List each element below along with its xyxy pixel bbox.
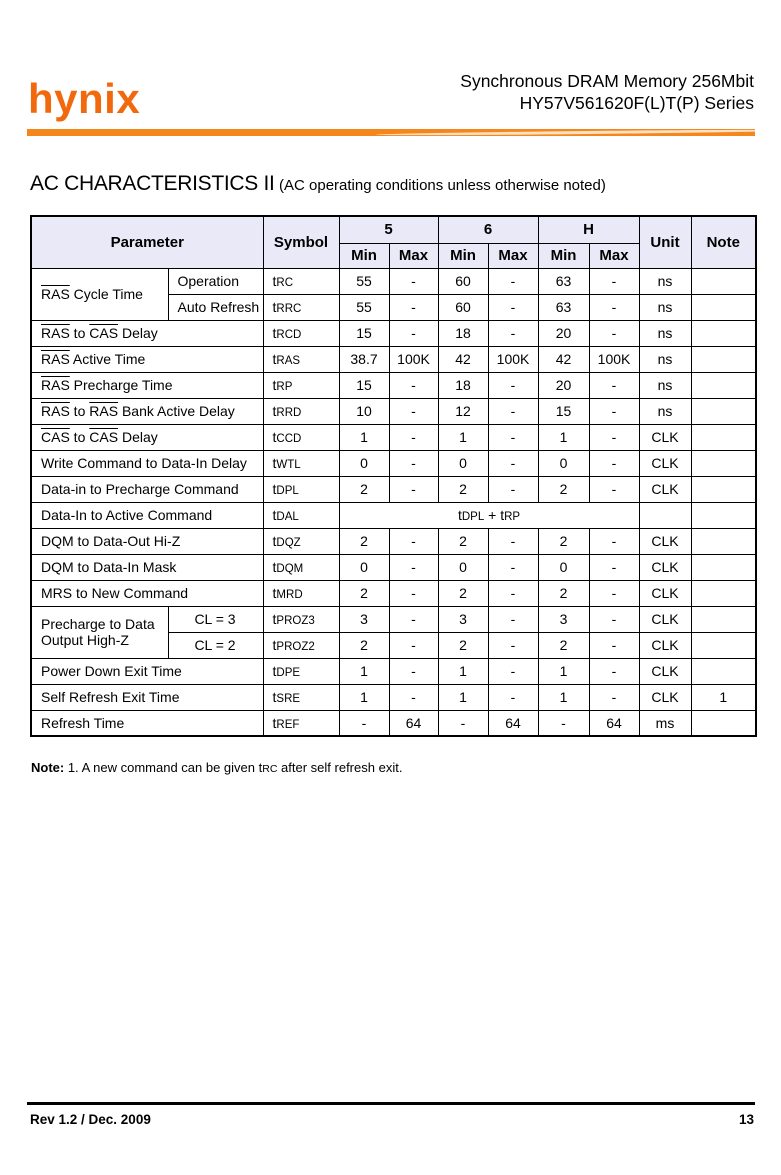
value-cell: - bbox=[389, 294, 438, 320]
unit-cell: CLK bbox=[639, 424, 691, 450]
header-speed-6: 6 bbox=[438, 216, 538, 243]
value-cell: 2 bbox=[438, 632, 488, 658]
value-cell: - bbox=[389, 424, 438, 450]
note-cell bbox=[691, 450, 756, 476]
value-cell: 38.7 bbox=[339, 346, 389, 372]
value-cell: 1 bbox=[339, 424, 389, 450]
unit-cell: CLK bbox=[639, 684, 691, 710]
unit-cell: ms bbox=[639, 710, 691, 736]
table-row bbox=[31, 710, 756, 736]
table-row bbox=[31, 606, 756, 632]
value-cell: 64 bbox=[389, 710, 438, 736]
symbol-cell: tRC bbox=[263, 268, 339, 294]
merged-value-cell: tDPL + tRP bbox=[339, 502, 639, 528]
value-cell: 2 bbox=[438, 476, 488, 502]
value-cell: - bbox=[488, 398, 538, 424]
header-parameter: Parameter bbox=[31, 216, 263, 268]
header-min-6: Min bbox=[438, 243, 488, 268]
value-cell: - bbox=[488, 580, 538, 606]
note-cell bbox=[691, 320, 756, 346]
footnote-text-before: 1. A new command can be given bbox=[64, 760, 259, 775]
value-cell: - bbox=[389, 268, 438, 294]
value-cell: 12 bbox=[438, 398, 488, 424]
value-cell: 63 bbox=[538, 294, 589, 320]
value-cell: 1 bbox=[438, 424, 488, 450]
table-row bbox=[31, 268, 756, 294]
unit-cell bbox=[639, 502, 691, 528]
value-cell: - bbox=[488, 372, 538, 398]
value-cell: - bbox=[389, 606, 438, 632]
table-row bbox=[31, 580, 756, 606]
unit-cell: CLK bbox=[639, 528, 691, 554]
value-cell: - bbox=[488, 658, 538, 684]
note-cell bbox=[691, 476, 756, 502]
value-cell: - bbox=[589, 320, 639, 346]
rule-swoosh-decoration bbox=[376, 129, 755, 136]
unit-cell: ns bbox=[639, 268, 691, 294]
header-note: Note bbox=[691, 216, 756, 268]
param-cell: Data-in to Precharge Command bbox=[31, 476, 263, 502]
note-cell bbox=[691, 710, 756, 736]
header-min-h: Min bbox=[538, 243, 589, 268]
header-divider-rule bbox=[27, 129, 755, 136]
value-cell: 2 bbox=[438, 580, 488, 606]
param-cell: $\overline{CAS}$ to $\overline{CAS}$ Delay bbox=[31, 424, 263, 450]
value-cell: - bbox=[488, 294, 538, 320]
sub-param-cell: CL = 2 bbox=[168, 632, 263, 658]
note-cell bbox=[691, 294, 756, 320]
param-cell: $\overline{RAS}$ to $\overline{RAS}$ Bank Active Delay bbox=[31, 398, 263, 424]
value-cell: 0 bbox=[438, 554, 488, 580]
value-cell: 2 bbox=[438, 528, 488, 554]
param-cell: DQM to Data-In Mask bbox=[31, 554, 263, 580]
value-cell: 2 bbox=[339, 476, 389, 502]
unit-cell: CLK bbox=[639, 450, 691, 476]
note-cell bbox=[691, 632, 756, 658]
footer-divider-rule bbox=[27, 1102, 755, 1105]
param-cell: DQM to Data-Out Hi-Z bbox=[31, 528, 263, 554]
value-cell: 1 bbox=[339, 658, 389, 684]
table-row bbox=[31, 528, 756, 554]
value-cell: - bbox=[389, 320, 438, 346]
value-cell: 2 bbox=[339, 632, 389, 658]
section-subtitle: (AC operating conditions unless otherwise noted) bbox=[279, 177, 606, 194]
value-cell: 1 bbox=[339, 684, 389, 710]
hynix-logo: hynix bbox=[28, 75, 141, 122]
section-heading bbox=[30, 172, 606, 196]
value-cell: 15 bbox=[339, 320, 389, 346]
value-cell: 0 bbox=[339, 450, 389, 476]
value-cell: - bbox=[589, 554, 639, 580]
symbol-cell: tDQM bbox=[263, 554, 339, 580]
value-cell: 0 bbox=[538, 450, 589, 476]
section-title: AC CHARACTERISTICS II bbox=[30, 172, 275, 195]
value-cell: - bbox=[589, 658, 639, 684]
table-row bbox=[31, 450, 756, 476]
value-cell: 63 bbox=[538, 268, 589, 294]
note-cell bbox=[691, 372, 756, 398]
value-cell: 3 bbox=[538, 606, 589, 632]
ac-characteristics-table bbox=[30, 215, 757, 737]
symbol-cell: tPROZ2 bbox=[263, 632, 339, 658]
param-cell: Data-In to Active Command bbox=[31, 502, 263, 528]
symbol-cell: tRAS bbox=[263, 346, 339, 372]
value-cell: - bbox=[389, 372, 438, 398]
table-row bbox=[31, 398, 756, 424]
sub-param-cell: Auto Refresh bbox=[168, 294, 263, 320]
note-cell bbox=[691, 346, 756, 372]
param-cell: Power Down Exit Time bbox=[31, 658, 263, 684]
value-cell: 64 bbox=[488, 710, 538, 736]
note-cell bbox=[691, 528, 756, 554]
value-cell: - bbox=[589, 294, 639, 320]
value-cell: - bbox=[438, 710, 488, 736]
value-cell: 10 bbox=[339, 398, 389, 424]
value-cell: 60 bbox=[438, 268, 488, 294]
value-cell: - bbox=[488, 632, 538, 658]
note-cell bbox=[691, 658, 756, 684]
value-cell: 64 bbox=[589, 710, 639, 736]
value-cell: - bbox=[488, 554, 538, 580]
header-symbol: Symbol bbox=[263, 216, 339, 268]
unit-cell: CLK bbox=[639, 658, 691, 684]
value-cell: 2 bbox=[538, 580, 589, 606]
value-cell: - bbox=[389, 554, 438, 580]
symbol-cell: tDPL bbox=[263, 476, 339, 502]
value-cell: - bbox=[389, 476, 438, 502]
value-cell: - bbox=[589, 398, 639, 424]
value-cell: - bbox=[488, 684, 538, 710]
value-cell: 2 bbox=[339, 580, 389, 606]
param-cell: MRS to New Command bbox=[31, 580, 263, 606]
unit-cell: CLK bbox=[639, 606, 691, 632]
value-cell: - bbox=[589, 528, 639, 554]
value-cell: - bbox=[589, 424, 639, 450]
header-max-6: Max bbox=[488, 243, 538, 268]
value-cell: 3 bbox=[339, 606, 389, 632]
unit-cell: ns bbox=[639, 294, 691, 320]
value-cell: 15 bbox=[339, 372, 389, 398]
footer-revision: Rev 1.2 / Dec. 2009 bbox=[30, 1112, 151, 1127]
table-row bbox=[31, 476, 756, 502]
value-cell: - bbox=[389, 658, 438, 684]
note-cell: 1 bbox=[691, 684, 756, 710]
footer-page-number: 13 bbox=[738, 1112, 754, 1127]
value-cell: 2 bbox=[538, 476, 589, 502]
unit-cell: CLK bbox=[639, 554, 691, 580]
header-max-h: Max bbox=[589, 243, 639, 268]
table-row bbox=[31, 346, 756, 372]
symbol-cell: tDAL bbox=[263, 502, 339, 528]
symbol-cell: tRP bbox=[263, 372, 339, 398]
value-cell: - bbox=[488, 476, 538, 502]
value-cell: - bbox=[389, 684, 438, 710]
value-cell: 18 bbox=[438, 372, 488, 398]
unit-cell: ns bbox=[639, 372, 691, 398]
value-cell: - bbox=[589, 476, 639, 502]
symbol-cell: tRRC bbox=[263, 294, 339, 320]
param-cell: $\overline{RAS}$ Active Time bbox=[31, 346, 263, 372]
value-cell: - bbox=[589, 606, 639, 632]
footnote-symbol: tRC bbox=[258, 760, 278, 775]
table-row bbox=[31, 554, 756, 580]
value-cell: 100K bbox=[589, 346, 639, 372]
table-row bbox=[31, 372, 756, 398]
value-cell: - bbox=[589, 684, 639, 710]
value-cell: 1 bbox=[538, 684, 589, 710]
sub-param-cell: CL = 3 bbox=[168, 606, 263, 632]
footnote-text-after: after self refresh exit. bbox=[277, 760, 403, 775]
value-cell: 15 bbox=[538, 398, 589, 424]
value-cell: - bbox=[589, 580, 639, 606]
note-cell bbox=[691, 398, 756, 424]
value-cell: - bbox=[589, 632, 639, 658]
unit-cell: ns bbox=[639, 320, 691, 346]
value-cell: - bbox=[589, 372, 639, 398]
header-speed-5: 5 bbox=[339, 216, 438, 243]
symbol-cell: tWTL bbox=[263, 450, 339, 476]
document-title-line2: HY57V561620F(L)T(P) Series bbox=[519, 92, 754, 113]
symbol-cell: tDQZ bbox=[263, 528, 339, 554]
symbol-cell: tSRE bbox=[263, 684, 339, 710]
value-cell: 20 bbox=[538, 320, 589, 346]
param-cell: Write Command to Data-In Delay bbox=[31, 450, 263, 476]
table-row bbox=[31, 658, 756, 684]
value-cell: 1 bbox=[438, 684, 488, 710]
table-header-row-groups bbox=[31, 216, 756, 243]
value-cell: 2 bbox=[339, 528, 389, 554]
value-cell: 0 bbox=[438, 450, 488, 476]
table-row bbox=[31, 684, 756, 710]
value-cell: 2 bbox=[538, 632, 589, 658]
value-cell: 1 bbox=[438, 658, 488, 684]
header-min-5: Min bbox=[339, 243, 389, 268]
value-cell: 100K bbox=[389, 346, 438, 372]
document-title-line1: Synchronous DRAM Memory 256Mbit bbox=[460, 71, 754, 91]
symbol-cell: tPROZ3 bbox=[263, 606, 339, 632]
note-cell bbox=[691, 554, 756, 580]
unit-cell: ns bbox=[639, 346, 691, 372]
value-cell: - bbox=[538, 710, 589, 736]
footnote bbox=[31, 760, 402, 775]
header-max-5: Max bbox=[389, 243, 438, 268]
value-cell: 55 bbox=[339, 294, 389, 320]
value-cell: - bbox=[488, 424, 538, 450]
value-cell: - bbox=[488, 268, 538, 294]
value-cell: 0 bbox=[339, 554, 389, 580]
value-cell: 42 bbox=[538, 346, 589, 372]
value-cell: 0 bbox=[538, 554, 589, 580]
document-title bbox=[460, 71, 754, 114]
value-cell: - bbox=[589, 268, 639, 294]
unit-cell: CLK bbox=[639, 632, 691, 658]
value-cell: 20 bbox=[538, 372, 589, 398]
note-cell bbox=[691, 606, 756, 632]
symbol-cell: tCCD bbox=[263, 424, 339, 450]
param-cell: $\overline{RAS}$ to $\overline{CAS}$ Delay bbox=[31, 320, 263, 346]
note-cell bbox=[691, 424, 756, 450]
ac-table-body bbox=[31, 268, 756, 736]
value-cell: - bbox=[339, 710, 389, 736]
value-cell: 60 bbox=[438, 294, 488, 320]
header-unit: Unit bbox=[639, 216, 691, 268]
note-cell bbox=[691, 502, 756, 528]
value-cell: 18 bbox=[438, 320, 488, 346]
symbol-cell: tDPE bbox=[263, 658, 339, 684]
value-cell: - bbox=[488, 320, 538, 346]
value-cell: 2 bbox=[538, 528, 589, 554]
symbol-cell: tRCD bbox=[263, 320, 339, 346]
value-cell: - bbox=[389, 632, 438, 658]
note-cell bbox=[691, 268, 756, 294]
value-cell: 1 bbox=[538, 658, 589, 684]
header-speed-h: H bbox=[538, 216, 639, 243]
table-row bbox=[31, 320, 756, 346]
param-cell: $\overline{RAS}$ Cycle Time bbox=[31, 268, 168, 320]
symbol-cell: tMRD bbox=[263, 580, 339, 606]
footnote-label: Note: bbox=[31, 760, 65, 775]
table-row bbox=[31, 424, 756, 450]
value-cell: 3 bbox=[438, 606, 488, 632]
param-cell: Self Refresh Exit Time bbox=[31, 684, 263, 710]
value-cell: - bbox=[389, 528, 438, 554]
value-cell: - bbox=[389, 450, 438, 476]
value-cell: - bbox=[488, 528, 538, 554]
value-cell: - bbox=[589, 450, 639, 476]
unit-cell: CLK bbox=[639, 580, 691, 606]
value-cell: - bbox=[389, 398, 438, 424]
value-cell: - bbox=[389, 580, 438, 606]
value-cell: 100K bbox=[488, 346, 538, 372]
symbol-cell: tRRD bbox=[263, 398, 339, 424]
unit-cell: CLK bbox=[639, 476, 691, 502]
sub-param-cell: Operation bbox=[168, 268, 263, 294]
unit-cell: ns bbox=[639, 398, 691, 424]
param-cell: Precharge to Data Output High-Z bbox=[31, 606, 168, 658]
value-cell: - bbox=[488, 450, 538, 476]
value-cell: 55 bbox=[339, 268, 389, 294]
param-cell: Refresh Time bbox=[31, 710, 263, 736]
value-cell: 42 bbox=[438, 346, 488, 372]
table-header bbox=[31, 216, 756, 268]
value-cell: 1 bbox=[538, 424, 589, 450]
note-cell bbox=[691, 580, 756, 606]
table-row bbox=[31, 502, 756, 528]
symbol-cell: tREF bbox=[263, 710, 339, 736]
value-cell: - bbox=[488, 606, 538, 632]
param-cell: $\overline{RAS}$ Precharge Time bbox=[31, 372, 263, 398]
